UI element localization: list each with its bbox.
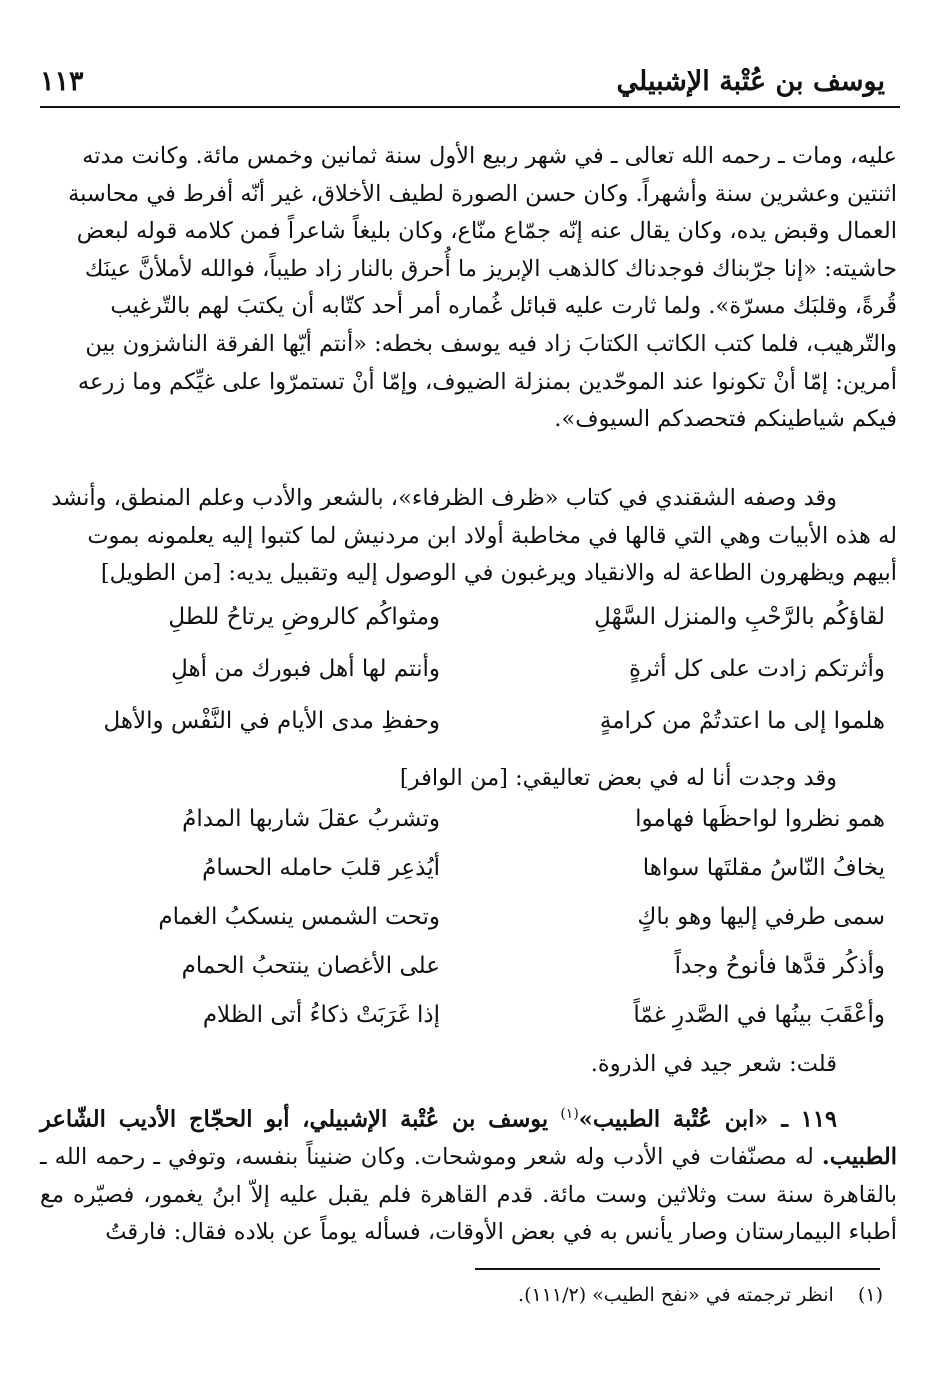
verse-second-hemistich: على الأغصان ينتحبُ الحمام (181, 953, 440, 979)
verse-second-hemistich: وتحت الشمس ينسكبُ الغمام (158, 904, 440, 930)
text-line: العمال وقبض يده، وكان يقال عنه إنّه جمّاع منّاع، وكان بليغاً شاعراً فمن كلامه قوله لبعض (76, 218, 897, 245)
text-line: أمرين: إمّا أنْ تكونوا عند الموحّدين بمنزلة الضيوف، وإمّا أنْ تستمرّوا على غيِّكم وما زرعه (77, 368, 897, 395)
verse-second-hemistich: وأنتم لها أهل فبورك من أهلِ (171, 656, 440, 682)
verse-first-hemistich: وأثرتكم زادت على كل أثرةٍ (628, 656, 885, 682)
text-line: عليه، ومات ـ رحمه الله تعالى ـ في شهر ربيع الأول سنة ثمانين وخمس مائة. وكانت مدته (82, 143, 897, 169)
entry-body: له مصنّفات في الأدب وله شعر وموشحات. وكان ضنيناً بنفسه، وتوفي ـ رحمه الله ـ بالقاهرة سنة ست وثلاثين وست مائة. قدم القاهرة فلم يقبل عليه إلاّ ابنُ يغمور، فصيّره مع أطباء البيمارستان وصار يأنس به في بعض الأوقات، فسأله يوماً عن بلاده فقال: فارقتُ (40, 1144, 897, 1246)
paragraph-2 (40, 480, 897, 593)
verse-second-hemistich: أيُذعِر قلبَ حامله الحسامُ (202, 855, 440, 881)
paragraph-3 (40, 760, 897, 798)
footnote-divider (475, 1268, 880, 1270)
text-line: قُرةً، وقلبَك مسرّة». ولما ثارت عليه قبائل غُماره أمر أحد كتّابه أن يكتبَ لهم بالتّرغيب (110, 293, 897, 320)
verse-first-hemistich: همو نظروا لواحظَها فهاموا (635, 806, 885, 832)
verse-second-hemistich: إذا غَرَبَتْ ذكاءُ أتى الظلام (202, 1002, 440, 1028)
header-title: يوسف بن عُتْبة الإشبيلي (616, 66, 885, 97)
verse-first-hemistich: وأذكُر قدَّها فأنوحُ وجداً (674, 953, 885, 979)
text-line: له هذه الأبيات وهي التي قالها في مخاطبة أولاد ابن مردنيش لما كتبوا إليه يعلمونه بموت (87, 522, 897, 549)
verse-first-hemistich: يخافُ النّاسُ مقلتَها سواها (642, 855, 885, 881)
running-header (40, 58, 895, 108)
text-line: وقد وصفه الشقندي في كتاب «ظرف الظرفاء»، بالشعر والأدب وعلم المنطق، وأنشد (51, 485, 837, 511)
entry-subject: يوسف بن عُتْبة الإشبيلي، أبو الحجّاج الأديب الشّاعر الطبيب. (40, 1106, 897, 1171)
verse-first-hemistich: وأعْقَبَ بينُها في الصَّدرِ غمّاً (633, 1002, 885, 1028)
verse-second-hemistich: وتشربُ عقلَ شاربها المدامُ (182, 806, 440, 832)
text-line: فيكم شياطينكم فتحصدكم السيوف». (554, 406, 897, 433)
footnote-reference[interactable]: (١) (560, 1106, 579, 1122)
text-line: اثنتين وعشرين سنة وأشهراً. وكان حسن الصورة لطيف الأخلاق، غير أنّه أفرط في محاسبة (68, 180, 897, 207)
footnote-text: انظر ترجمته في «نفح الطيب» (١١١/٢). (518, 1284, 834, 1306)
verse-first-hemistich: لقاؤكُم بالرَّحْبِ والمنزل السَّهْلِ (594, 604, 885, 630)
paragraph-5 (40, 1096, 897, 1252)
page-number: ١١٣ (40, 66, 84, 97)
verse-second-hemistich: وحفظِ مدى الأيام في النَّفْس والأهل (103, 708, 440, 734)
footnote-marker: (١) (857, 1284, 883, 1306)
verse-first-hemistich: سمى طرفي إليها وهو باكٍ (637, 904, 885, 930)
text-line: وقد وجدت أنا له في بعض تعاليقي: [من الوافر] (399, 765, 837, 791)
text-line: حاشيته: «إنا جرّبناك فوجدناك كالذهب الإبريز ما أُحرق بالنار زاد طيباً، فوالله لأملأنَّ عينَك (84, 255, 897, 282)
text-line: أبيهم ويظهرون الطاعة له والانقياد ويرغبون في الوصول إليه وتقبيل يديه: [من الطويل] (100, 560, 897, 587)
verse-second-hemistich: ومثواكُم كالروضِ يرتاحُ للطلِ (168, 604, 440, 630)
text-line: قلت: شعر جيد في الذروة. (590, 1051, 837, 1077)
paragraph-1 (40, 138, 897, 439)
text-line: والتّرهيب، فلما كتب الكاتب الكتابَ زاد فيه يوسف بخطه: «أنتم أيّها الفرقة الناشزون بين (85, 330, 897, 357)
entry-heading: ١١٩ ـ «ابن عُتْبة الطبيب» (578, 1106, 837, 1133)
header-divider (40, 106, 900, 108)
footnote (40, 1284, 883, 1306)
verse-first-hemistich: هلموا إلى ما اعتدتُمْ من كرامةٍ (599, 708, 885, 734)
entry-paragraph (40, 1096, 897, 1252)
paragraph-4 (40, 1046, 897, 1084)
